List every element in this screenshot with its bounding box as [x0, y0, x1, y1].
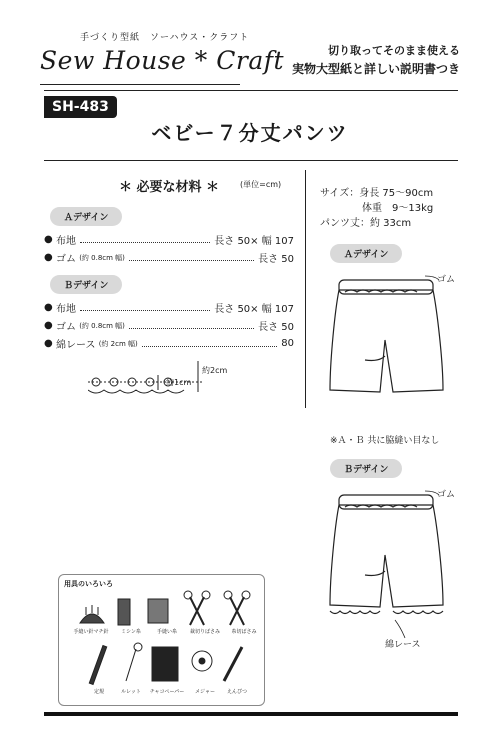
tool-label: 糸切ばさみ [231, 629, 257, 635]
lace-diagram [88, 355, 238, 405]
tool-label: 定規 [93, 689, 104, 695]
tool-label: 裁切りばさみ [189, 629, 220, 635]
tools-title: 用具のいろいろ [64, 580, 113, 588]
material-row: ● 布地 長さ 50× 幅 107 [44, 302, 294, 315]
side-seam-note: ※Ａ・Ｂ 共に脇縫い目なし [330, 436, 440, 446]
elastic-callout-a: ゴム [437, 275, 456, 285]
product-code: SH-483 [44, 96, 117, 118]
tool-label: 手縫い糸 [156, 629, 177, 635]
tool-label: メジャー [195, 689, 215, 695]
design-b-label: Ｂデザイン [50, 275, 122, 294]
tool-label: チャコペーパー [149, 689, 185, 695]
lace-callout: 綿レース [385, 640, 421, 650]
feature-tag-pattern: 実物大型紙と詳しい説明書つき [291, 62, 460, 76]
tool-label: ミシン糸 [121, 629, 141, 635]
lace-width-label: 約2cm [202, 366, 228, 375]
logo-tagline: 手づくり型紙 ソーハウス・クラフト [80, 33, 250, 43]
material-row: ● ゴム (約 0.8cm 幅) 長さ 50 [44, 252, 294, 265]
tools-icons [62, 585, 262, 705]
logo-underline [40, 84, 240, 85]
tool-label: 手縫い針マチ針 [73, 629, 109, 635]
design-a-label: Ａデザイン [50, 207, 122, 226]
weight-spec: 体重 9〜13kg [362, 203, 434, 214]
feature-tag-cutout: 切り取ってそのまま使える [328, 44, 460, 57]
bottom-rule [44, 712, 458, 716]
pants-a-illustration [325, 270, 475, 420]
tool-label: ルレット [121, 689, 141, 695]
unit-note: (単位=cm) [240, 180, 282, 189]
title-rule [44, 160, 458, 161]
header-rule [44, 90, 458, 91]
design-a-header: Ａデザイン [330, 244, 402, 263]
length-spec: パンツ丈：約 33cm [320, 218, 412, 229]
lace-offset-label: 約1cm [166, 378, 192, 387]
size-spec: サイズ：身長 75〜90cm [320, 188, 434, 199]
materials-title: ＊ 必要な材料 ＊ [118, 180, 220, 195]
material-row: ● 布地 長さ 50× 幅 107 [44, 234, 294, 247]
elastic-callout-b: ゴム [437, 490, 456, 500]
column-divider [305, 170, 306, 408]
page-title: ベビー７分丈パンツ [151, 121, 349, 145]
material-row: ● 綿レース (約 2cm 幅) 80 [44, 338, 294, 351]
design-b-header: Ｂデザイン [330, 459, 402, 478]
material-row: ● ゴム (約 0.8cm 幅) 長さ 50 [44, 320, 294, 333]
brand-logo: Sew House * Craft [40, 46, 285, 75]
tool-label: えんぴつ [226, 689, 247, 695]
pants-b-illustration [325, 485, 475, 650]
